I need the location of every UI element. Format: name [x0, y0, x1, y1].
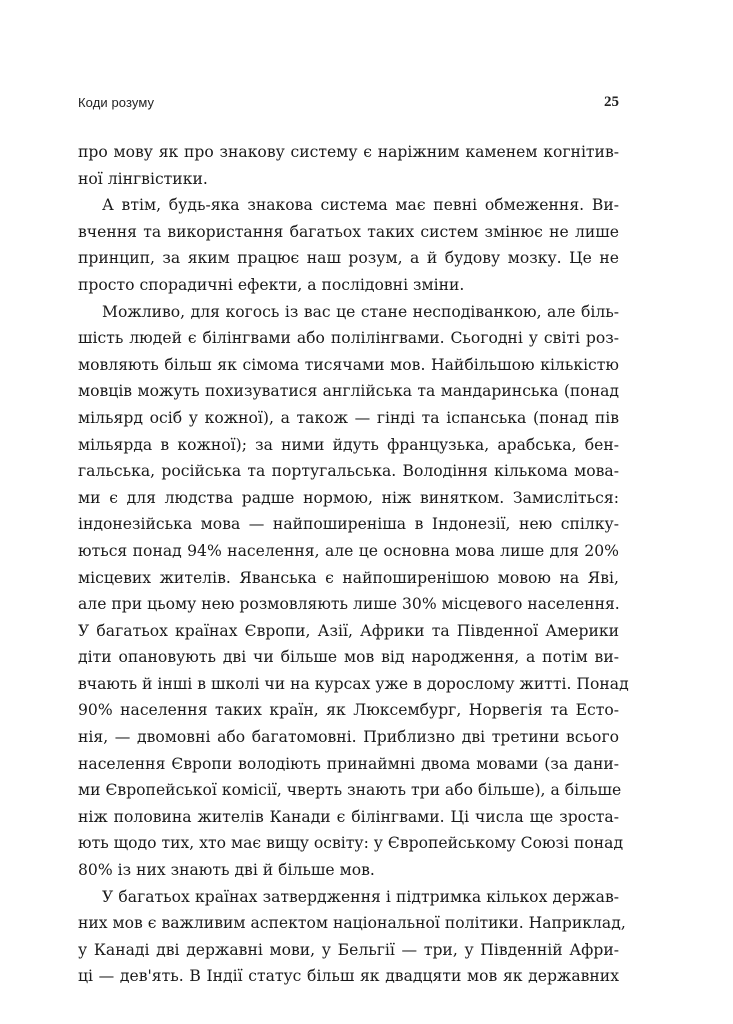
text-line: ють щодо тих, хто має вищу освіту: у Європейському Союзі понад	[78, 834, 624, 853]
text-line: ніж половина жителів Канади є білінгвами. Ці числа ще зроста-	[78, 807, 619, 826]
text-line: мовців можуть похизуватися англійська та мандаринська (понад	[78, 382, 619, 401]
text-line: них мов є важливим аспектом національної політики. Наприклад,	[78, 914, 626, 933]
text-line: вчення та використання багатьох таких систем змінює не лише	[78, 222, 619, 241]
running-title: Коди розуму	[78, 95, 155, 110]
text-line: ми є для людства радше нормою, ніж винятком. Замисліться:	[78, 488, 619, 507]
text-line: Можливо, для когось із вас це стане несподіванкою, але біль-	[102, 302, 619, 321]
text-line: вчають й інші в школі чи на курсах уже в дорослому житті. Понад	[78, 674, 629, 693]
text-line: але при цьому нею розмовляють лише 30% місцевого населення.	[78, 595, 620, 614]
text-line: 80% із них знають дві й більше мов.	[78, 861, 375, 880]
text-line: У багатьох країнах Європи, Азії, Африки та Південної Америки	[78, 621, 619, 640]
paragraph	[78, 192, 619, 298]
text-line: про мову як про знакову систему є наріжним каменем когнітив-	[78, 143, 619, 161]
text-line: ці — дев'ять. В Індії статус більш як двадцяти мов як державних	[78, 967, 619, 986]
text-line: ються понад 94% населення, але це основна мова лише для 20%	[78, 541, 619, 560]
text-line: у Канаді дві державні мови, у Бельгії — три, у Південній Афри-	[78, 940, 619, 959]
text-line: мільярда в кожної); за ними йдуть французька, арабська, бен-	[78, 435, 619, 454]
paragraph	[78, 139, 619, 192]
text-line: А втім, будь-яка знакова система має певні обмеження. Ви-	[102, 196, 619, 215]
text-line: мільярд осіб у кожної), а також — гінді та іспанська (понад пів	[78, 408, 619, 427]
text-line: населення Європи володіють принаймні двома мовами (за дани-	[78, 754, 619, 773]
paragraph	[78, 299, 629, 884]
text-line: діти опановують дві чи більше мов від народження, а потім ви-	[78, 648, 619, 667]
text-line: принцип, за яким працює наш розум, а й будову мозку. Це не	[78, 249, 619, 268]
text-line: 90% населення таких країн, як Люксембург, Норвегія та Есто-	[78, 701, 619, 720]
page-number: 25	[604, 94, 619, 110]
body-text	[78, 139, 629, 990]
paragraph	[78, 884, 626, 990]
text-line: мовляють більш як сімома тисячами мов. Найбільшою кількістю	[78, 355, 619, 374]
text-line: гальська, російська та португальська. Володіння кількома мова-	[78, 462, 619, 481]
text-line: ної лінгвістики.	[78, 169, 208, 188]
text-line: нія, — двомовні або багатомовні. Приблизно дві третини всього	[78, 728, 619, 747]
text-line: місцевих жителів. Яванська є найпоширенішою мовою на Яві,	[78, 568, 619, 587]
text-line: індонезійська мова — найпоширеніша в Індонезії, нею спілку-	[78, 515, 619, 534]
text-line: просто спорадичні ефекти, а послідовні зміни.	[78, 275, 465, 294]
text-line: ми Європейської комісії, чверть знають три або більше), а більше	[78, 781, 622, 800]
text-line: У багатьох країнах затвердження і підтримка кількох держав-	[102, 887, 619, 906]
text-line: шість людей є білінгвами або полілінгвами. Сьогодні у світі роз-	[78, 329, 619, 348]
